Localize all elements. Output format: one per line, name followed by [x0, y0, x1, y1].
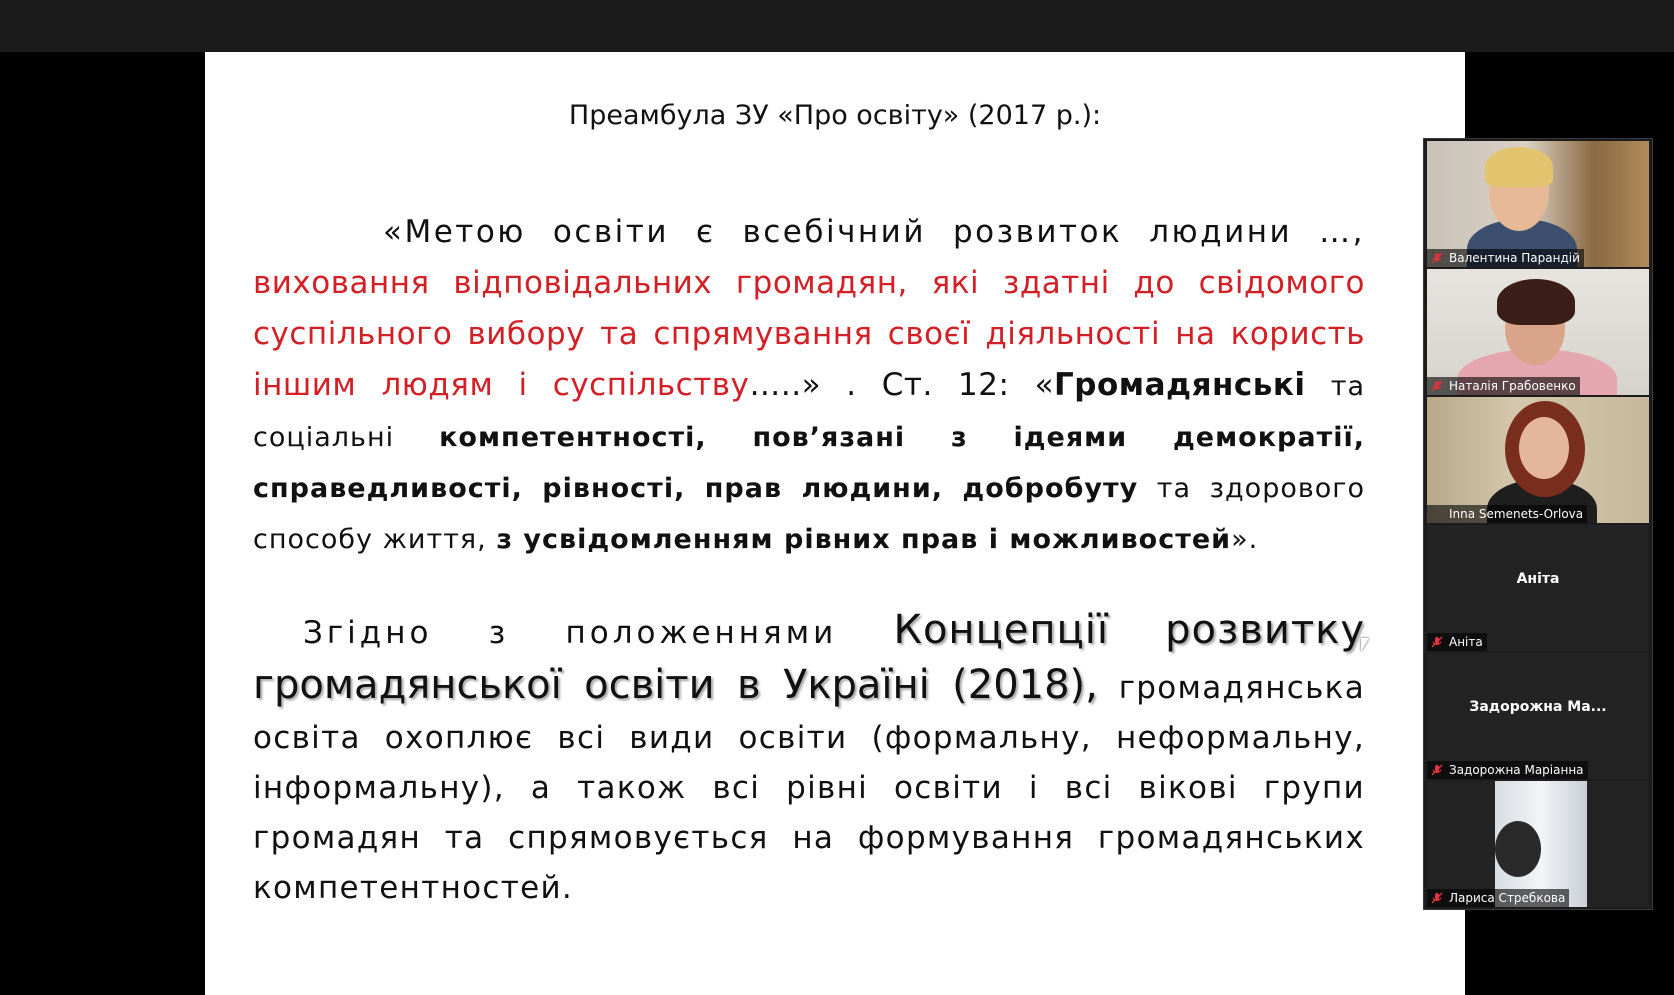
participant-center-name: Аніта	[1516, 571, 1560, 587]
participant-tile[interactable]	[1427, 653, 1649, 779]
participants-gallery[interactable]	[1423, 138, 1653, 910]
preamble-paragraph	[253, 207, 1365, 564]
participant-name: Наталія Грабовенко	[1427, 377, 1580, 395]
window-top-bar	[0, 0, 1674, 52]
concept-paragraph	[253, 600, 1365, 913]
concept-body-text: громадянська освіта охоплює всі види освіти (формальну, неформальну, інформальну), а також всі рівні освіти і всі вікові групи громадян та спрямовується на формування громадянських компетентностей.	[253, 670, 1366, 906]
person-head	[1519, 417, 1569, 479]
mouse-cursor-icon	[1361, 638, 1369, 652]
bold-text-3: з усвідомленням рівних прав і можливостей	[496, 524, 1232, 555]
bold-text-1: Громадянські	[1054, 367, 1306, 403]
presentation-slide	[205, 52, 1465, 995]
slide-title: Преамбула ЗУ «Про освіту» (2017 р.):	[568, 100, 1102, 131]
participant-name: Задорожна Маріанна	[1427, 761, 1588, 779]
concept-title-part2: громадянської освіти в Україні (2018),	[253, 662, 1098, 708]
muted-mic-icon	[1431, 764, 1443, 776]
quote-open-text: «Метою освіти є всебічний розвиток людини …,	[383, 214, 1365, 250]
article-ref-text: …..» . Ст. 12: «	[749, 367, 1055, 403]
muted-mic-icon	[1431, 252, 1443, 264]
highlighted-red-text: виховання відповідальних громадян, які здатні до свідомого суспільного вибору та спрямування своєї діяльності на користь іншим людям і суспільству	[253, 265, 1365, 403]
participant-tile[interactable]	[1427, 781, 1649, 907]
concept-lead-text: Згідно з положеннями	[303, 615, 894, 651]
concept-title-part1: Концепції розвитку	[893, 607, 1365, 653]
person-hair	[1497, 279, 1575, 325]
participant-name: Аніта	[1427, 633, 1487, 651]
participant-tile[interactable]	[1427, 525, 1649, 651]
participant-tile[interactable]	[1427, 141, 1649, 267]
participant-tile[interactable]	[1427, 269, 1649, 395]
muted-mic-icon	[1431, 380, 1443, 392]
participant-name: Inna Semenets-Orlova	[1427, 505, 1587, 523]
participant-center-name: Задорожна Ма...	[1469, 699, 1607, 715]
bold-text-2: компетентності, пов’язані з ідеями демократії, справедливості, рівності, прав людини, добробуту	[253, 422, 1365, 504]
muted-mic-icon	[1431, 636, 1443, 648]
muted-mic-icon	[1431, 892, 1443, 904]
participant-tile[interactable]	[1427, 397, 1649, 523]
participant-name: Лариса Стребкова	[1427, 889, 1569, 907]
person-hair	[1485, 147, 1553, 187]
small-text-2: та здорового способу життя,	[253, 473, 1366, 555]
small-text-3: ».	[1231, 524, 1259, 555]
participant-name: Валентина Парандій	[1427, 249, 1584, 267]
small-text-1: та соціальні	[253, 371, 1365, 453]
person-silhouette	[1495, 821, 1541, 877]
